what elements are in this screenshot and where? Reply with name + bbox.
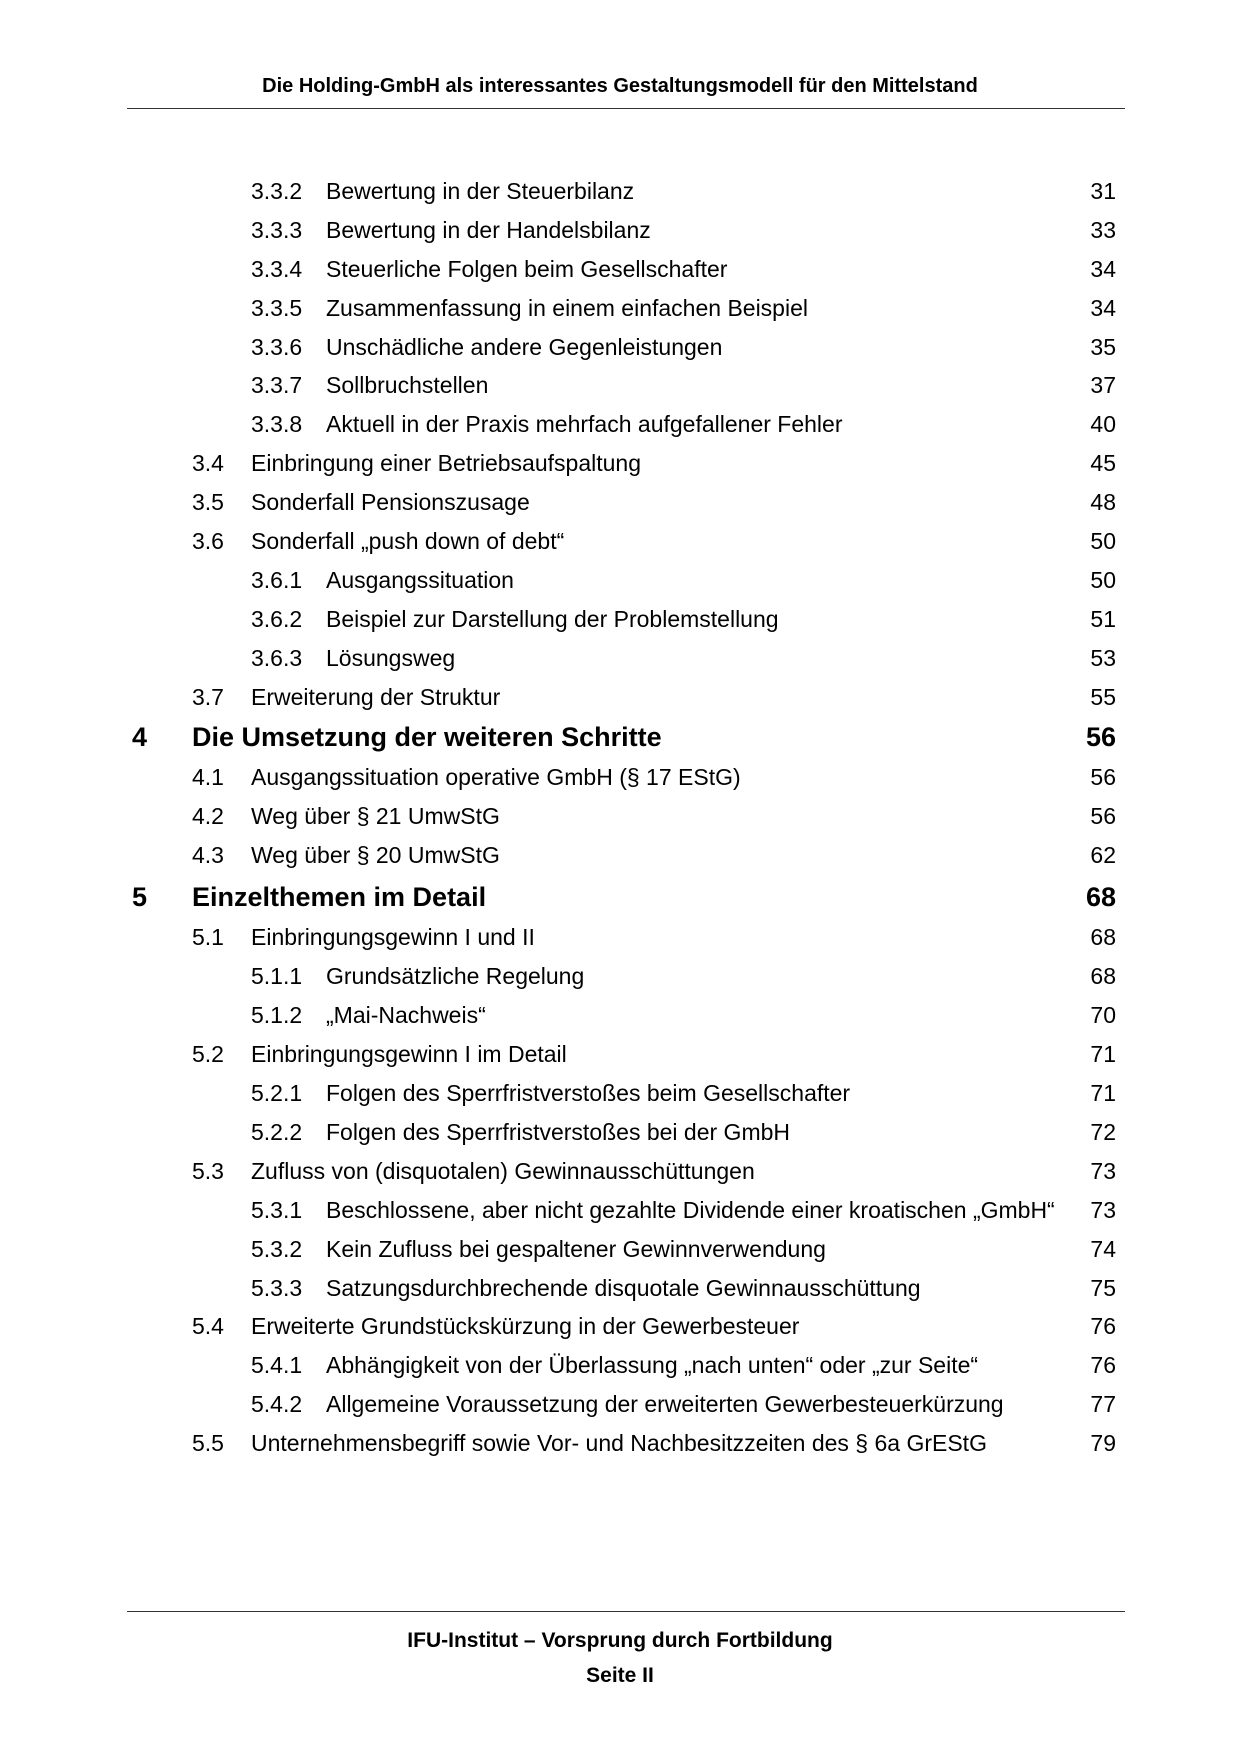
- toc-entry-title: Abhängigkeit von der Überlassung „nach unten“ oder „zur Seite“: [326, 1352, 979, 1378]
- toc-entry-page: 55: [1090, 684, 1116, 710]
- footer-page-number: Seite II: [586, 1664, 654, 1687]
- toc-entry-number: 5.1.1: [251, 963, 303, 989]
- toc-entry-page: 76: [1090, 1352, 1116, 1378]
- toc-entry-title: Beispiel zur Darstellung der Problemstellung: [326, 606, 779, 632]
- toc-section-row: [0, 526, 1240, 566]
- toc-entry-title: Einbringungsgewinn I und II: [251, 924, 535, 950]
- toc-entry-title: Beschlossene, aber nicht gezahlte Dividende einer kroatischen „GmbH“: [326, 1197, 1055, 1223]
- page-header-title: Die Holding-GmbH als interessantes Gestaltungsmodell für den Mittelstand: [262, 75, 978, 97]
- toc-subsection-row: [0, 409, 1240, 449]
- toc-entry-page: 50: [1090, 567, 1116, 593]
- toc-subsection-row: [0, 1000, 1240, 1040]
- toc-entry-title: Unternehmensbegriff sowie Vor- und Nachbesitzzeiten des § 6a GrEStG: [251, 1430, 987, 1456]
- toc-section-row: [0, 1039, 1240, 1079]
- toc-entry-title: Grundsätzliche Regelung: [326, 963, 585, 989]
- toc-subsection-row: [0, 293, 1240, 333]
- toc-entry-page: 48: [1090, 489, 1116, 515]
- toc-entry-number: 5.5: [192, 1430, 224, 1456]
- toc-entry-number: 5.2.2: [251, 1119, 303, 1145]
- toc-entry-title: Steuerliche Folgen beim Gesellschafter: [326, 256, 728, 282]
- toc-entry-page: 70: [1090, 1002, 1116, 1028]
- toc-entry-page: 68: [1085, 882, 1116, 912]
- toc-entry-number: 3.5: [192, 489, 224, 515]
- toc-entry-page: 34: [1090, 295, 1116, 321]
- toc-section-row: [0, 801, 1240, 841]
- toc-entry-title: Sollbruchstellen: [326, 372, 489, 398]
- toc-entry-title: Folgen des Sperrfristverstoßes beim Gesellschafter: [326, 1080, 851, 1106]
- toc-entry-number: 3.6.1: [251, 567, 303, 593]
- toc-entry-page: 77: [1090, 1391, 1116, 1417]
- toc-entry-number: 5: [132, 882, 148, 912]
- toc-subsection-row: [0, 1117, 1240, 1157]
- toc-entry-title: Folgen des Sperrfristverstoßes bei der GmbH: [326, 1119, 791, 1145]
- toc-entry-number: 4.1: [192, 764, 224, 790]
- footer-institute: IFU-Institut – Vorsprung durch Fortbildung: [407, 1629, 833, 1652]
- toc-entry-page: 35: [1090, 334, 1116, 360]
- toc-entry-number: 3.3.2: [251, 178, 303, 204]
- toc-entry-number: 3.3.3: [251, 217, 303, 243]
- toc-section-row: [0, 1311, 1240, 1351]
- toc-subsection-row: [0, 1350, 1240, 1390]
- toc-entry-number: 3.4: [192, 450, 224, 476]
- toc-subsection-row: [0, 1195, 1240, 1235]
- toc-entry-title: Allgemeine Voraussetzung der erweiterten Gewerbesteuerkürzung: [326, 1391, 1004, 1417]
- toc-entry-page: 37: [1090, 372, 1116, 398]
- toc-entry-page: 71: [1090, 1080, 1116, 1106]
- toc-entry-number: 5.3: [192, 1158, 224, 1184]
- toc-entry-title: Die Umsetzung der weiteren Schritte: [192, 722, 662, 752]
- toc-entry-title: Einbringung einer Betriebsaufspaltung: [251, 450, 641, 476]
- toc-entry-page: 62: [1090, 842, 1116, 868]
- toc-entry-number: 3.6.2: [251, 606, 303, 632]
- toc-entry-number: 5.4.1: [251, 1352, 303, 1378]
- toc-entry-number: 5.3.3: [251, 1275, 303, 1301]
- toc-entry-page: 72: [1090, 1119, 1116, 1145]
- toc-entry-page: 71: [1090, 1041, 1116, 1067]
- toc-subsection-row: [0, 332, 1240, 372]
- toc-entry-title: Zusammenfassung in einem einfachen Beispiel: [326, 295, 808, 321]
- toc-section-row: [0, 1428, 1240, 1468]
- toc-entry-title: Bewertung in der Steuerbilanz: [326, 178, 635, 204]
- toc-subsection-row: [0, 1273, 1240, 1313]
- toc-subsection-row: [0, 254, 1240, 294]
- toc-entry-page: 34: [1090, 256, 1116, 282]
- toc-subsection-row: [0, 215, 1240, 255]
- toc-entry-page: 53: [1090, 645, 1116, 671]
- toc-entry-number: 3.3.5: [251, 295, 303, 321]
- toc-entry-page: 79: [1090, 1430, 1116, 1456]
- toc-entry-page: 51: [1090, 606, 1116, 632]
- toc-entry-number: 3.3.4: [251, 256, 303, 282]
- toc-subsection-row: [0, 1078, 1240, 1118]
- toc-entry-number: 4: [132, 722, 148, 752]
- toc-entry-page: 68: [1090, 924, 1116, 950]
- toc-section-row: [0, 448, 1240, 488]
- toc-entry-number: 3.7: [192, 684, 224, 710]
- toc-entry-title: „Mai-Nachweis“: [326, 1002, 486, 1028]
- toc-entry-number: 5.1.2: [251, 1002, 303, 1028]
- toc-entry-number: 5.2.1: [251, 1080, 303, 1106]
- toc-subsection-row: [0, 1389, 1240, 1429]
- toc-section-row: [0, 487, 1240, 527]
- toc-entry-title: Aktuell in der Praxis mehrfach aufgefallener Fehler: [326, 411, 843, 437]
- toc-entry-number: 3.3.6: [251, 334, 303, 360]
- toc-entry-number: 5.3.2: [251, 1236, 303, 1262]
- toc-entry-number: 5.2: [192, 1041, 224, 1067]
- footer-rule: [127, 1611, 1125, 1612]
- toc-entry-page: 56: [1090, 803, 1116, 829]
- toc-entry-number: 3.6.3: [251, 645, 303, 671]
- toc-entry-page: 74: [1090, 1236, 1116, 1262]
- toc-entry-title: Einbringungsgewinn I im Detail: [251, 1041, 567, 1067]
- toc-entry-page: 45: [1090, 450, 1116, 476]
- toc-section-row: [0, 840, 1240, 880]
- toc-section-row: [0, 1156, 1240, 1196]
- toc-entry-page: 76: [1090, 1313, 1116, 1339]
- toc-entry-number: 5.1: [192, 924, 224, 950]
- toc-entry-number: 3.6: [192, 528, 224, 554]
- toc-subsection-row: [0, 1234, 1240, 1274]
- toc-entry-title: Ausgangssituation operative GmbH (§ 17 EStG): [251, 764, 741, 790]
- toc-entry-page: 73: [1090, 1158, 1116, 1184]
- toc-entry-number: 3.3.7: [251, 372, 303, 398]
- toc-entry-title: Ausgangssituation: [326, 567, 514, 593]
- toc-entry-title: Sonderfall Pensionszusage: [251, 489, 530, 515]
- toc-entry-page: 50: [1090, 528, 1116, 554]
- toc-entry-title: Bewertung in der Handelsbilanz: [326, 217, 651, 243]
- toc-subsection-row: [0, 604, 1240, 644]
- toc-entry-number: 5.4.2: [251, 1391, 303, 1417]
- toc-subsection-row: [0, 370, 1240, 410]
- toc-entry-title: Erweiterte Grundstückskürzung in der Gewerbesteuer: [251, 1313, 800, 1339]
- toc-entry-title: Sonderfall „push down of debt“: [251, 528, 565, 554]
- toc-entry-title: Erweiterung der Struktur: [251, 684, 501, 710]
- toc-entry-number: 4.2: [192, 803, 224, 829]
- toc-section-row: [0, 762, 1240, 802]
- toc-entry-number: 3.3.8: [251, 411, 303, 437]
- toc-entry-title: Weg über § 21 UmwStG: [251, 803, 500, 829]
- toc-section-row: [0, 682, 1240, 722]
- toc-entry-number: 4.3: [192, 842, 224, 868]
- toc-subsection-row: [0, 565, 1240, 605]
- toc-entry-title: Satzungsdurchbrechende disquotale Gewinnausschüttung: [326, 1275, 921, 1301]
- toc-entry-title: Zufluss von (disquotalen) Gewinnausschüttungen: [251, 1158, 755, 1184]
- toc-entry-title: Kein Zufluss bei gespaltener Gewinnverwendung: [326, 1236, 826, 1262]
- toc-subsection-row: [0, 176, 1240, 216]
- toc-entry-title: Unschädliche andere Gegenleistungen: [326, 334, 723, 360]
- toc-entry-page: 68: [1090, 963, 1116, 989]
- toc-entry-page: 56: [1085, 722, 1116, 752]
- toc-entry-page: 40: [1090, 411, 1116, 437]
- toc-chapter-row: [0, 880, 1240, 920]
- toc-entry-page: 31: [1090, 178, 1116, 204]
- toc-entry-page: 56: [1090, 764, 1116, 790]
- toc-subsection-row: [0, 643, 1240, 683]
- toc-entry-title: Einzelthemen im Detail: [192, 882, 487, 912]
- toc-subsection-row: [0, 961, 1240, 1001]
- toc-entry-title: Lösungsweg: [326, 645, 456, 671]
- toc-chapter-row: [0, 720, 1240, 760]
- toc-entry-title: Weg über § 20 UmwStG: [251, 842, 500, 868]
- toc-entry-number: 5.4: [192, 1313, 224, 1339]
- toc-entry-page: 73: [1090, 1197, 1116, 1223]
- toc-entry-page: 75: [1090, 1275, 1116, 1301]
- toc-section-row: [0, 922, 1240, 962]
- toc-entry-number: 5.3.1: [251, 1197, 303, 1223]
- toc-entry-page: 33: [1090, 217, 1116, 243]
